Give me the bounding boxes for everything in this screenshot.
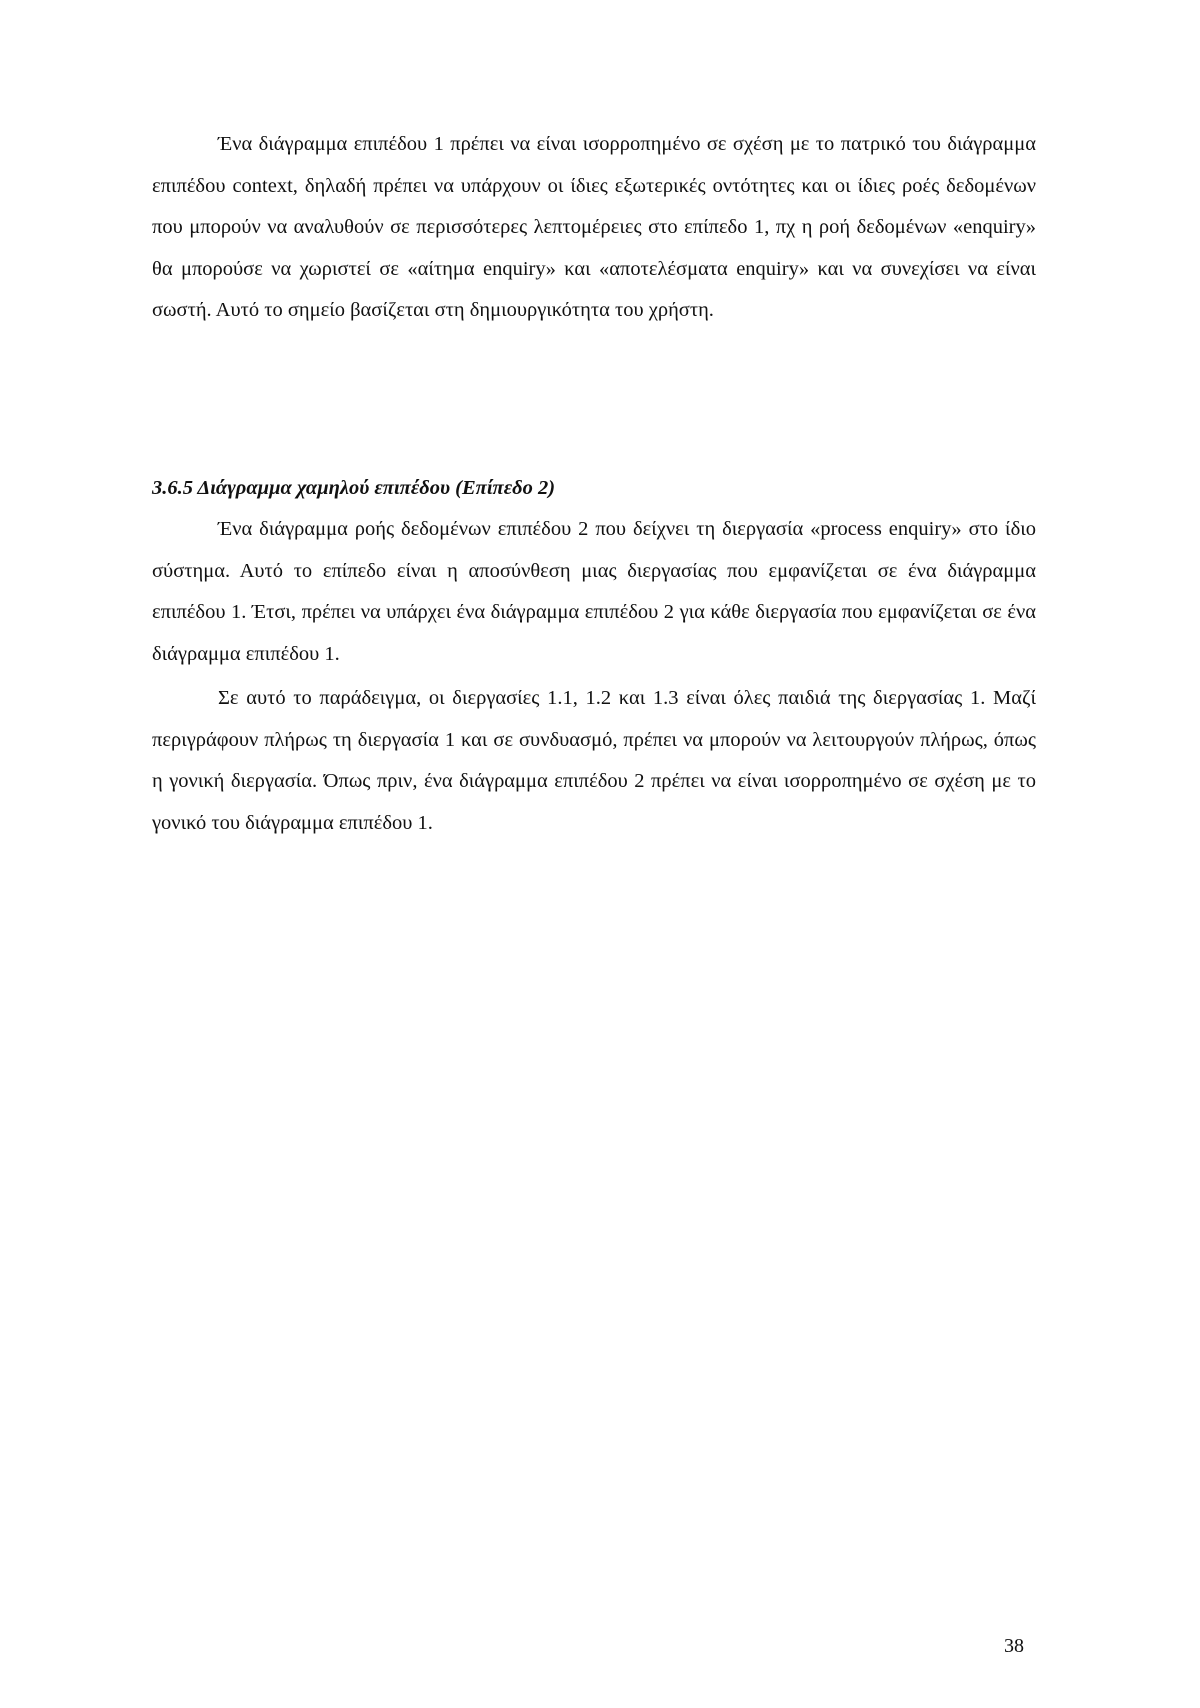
paragraph-child-processes: Σε αυτό το παράδειγμα, οι διεργασίες 1.1, 1.2 και 1.3 είναι όλες παιδιά της διεργασίας 1. Μαζί περιγράφουν πλήρως τη διεργασία 1 και σε συνδυασμό, πρέπει να μπορούν να λειτουργούν πλήρως, όπως η γονική διεργασία. Όπως πριν, ένα διάγραμμα επιπέδου 2 πρέπει να είναι ισορροπημένο σε σχέση με το γονικό του διάγραμμα επιπέδου 1.: [152, 687, 1036, 834]
section-heading-3-6-5: 3.6.5 Διάγραμμα χαμηλού επιπέδου (Επίπεδο 2): [152, 477, 556, 499]
paragraph-level1-balance: Ένα διάγραμμα επιπέδου 1 πρέπει να είναι ισορροπημένο σε σχέση με το πατρικό του διάγραμμα επιπέδου context, δηλαδή πρέπει να υπάρχουν οι ίδιες εξωτερικές οντότητες και οι ίδιες ροές δεδομένων που μπορούν να αναλυθούν σε περισσότερες λεπτομέρειες στο επίπεδο 1, πχ η ροή δεδομένων «enquiry» θα μπορούσε να χωριστεί σε «αίτημα enquiry» και «αποτελέσματα enquiry» και να συνεχίσει να είναι σωστή. Αυτό το σημείο βασίζεται στη δημιουργικότητα του χρήστη.: [152, 133, 1036, 321]
page-number: 38: [1004, 1635, 1024, 1657]
paragraph-level2-description: Ένα διάγραμμα ροής δεδομένων επιπέδου 2 που δείχνει τη διεργασία «process enquiry» στο ίδιο σύστημα. Αυτό το επίπεδο είναι η αποσύνθεση μιας διεργασίας που εμφανίζεται σε ένα διάγραμμα επιπέδου 1. Έτσι, πρέπει να υπάρχει ένα διάγραμμα επιπέδου 2 για κάθε διεργασία που εμφανίζεται σε ένα διάγραμμα επιπέδου 1.: [152, 518, 1036, 665]
